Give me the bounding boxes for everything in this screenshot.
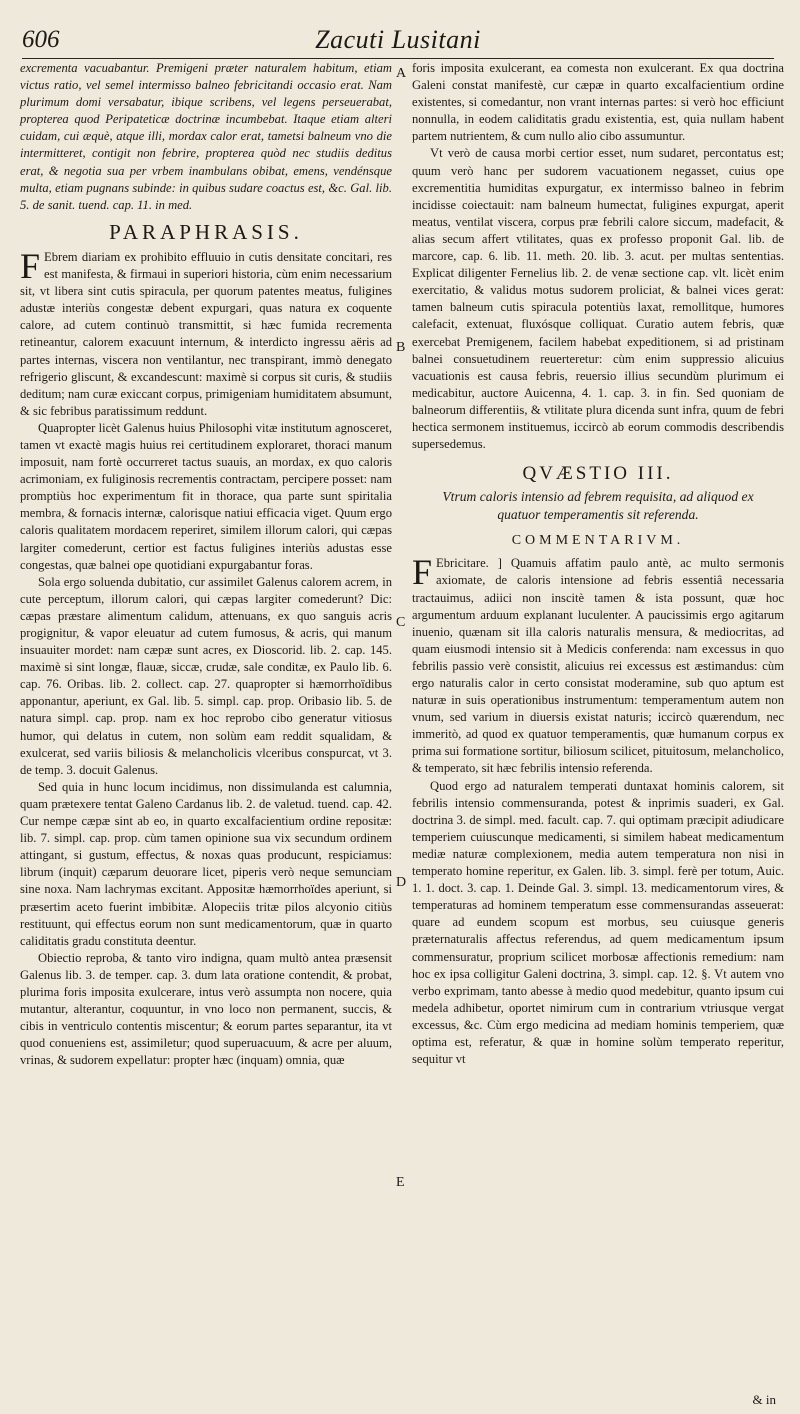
paraphrasis-heading: PARAPHRASIS.	[109, 219, 303, 244]
margin-letter-e: E	[396, 1175, 405, 1190]
drop-cap-f: F	[20, 245, 41, 286]
margin-letter-b: B	[396, 340, 406, 355]
paraphrasis-paragraph-5: Obiectio reproba, & tanto viro indigna, quam multò antea præsensit Galenus lib. 3. de temper. cap. 3. dum lata oratione contendit, & probat, plurima foris imposita exulcerare, intus verò assumpta non nocere, quia mutantur, alterantur, coquuntur, in vno loco non permanent, succis, & cibis in ventriculo contentis miscentur; & eorum partes separantur, ita vt quod conueniens est, assimiletur; quod superuacuum, & acre per aluum, vrinas, & sudorem expellatur: propter hæc (inquam) omnia, quæ	[20, 950, 392, 1068]
quaestio-heading: QVÆSTIO III.	[522, 463, 674, 485]
commentarium-heading: COMMENTARIVM.	[511, 533, 685, 549]
commentarium-paragraph-2: Quod ergo ad naturalem temperati duntaxat hominis calorem, sit febrilis intensio commensuranda, potest & inprimis suaderi, ex Gal. doctrina 3. de simpl. med. facult. cap. 7. qui optimam præcipit adiudicare temperiem cuiuscunque medicamenti, si similem habeat medicamentum mediæ naturæ complexionem, media autem temperatura non nisi in temperato homine reperitur, ex Galen. lib. 3. simpl. ferè per totum, Auic. 1. 1. doct. 3. cap. 1. Deinde Gal. 3. simpl. 13. medicamentorum vires, & temperaturas ad hominem temperatum esse commensurandas asseuerat: quare ad eundem scopum est morbus, seu cuiusque generis præternaturalis affectus referendus, ad quem medicamentum ipsum commensuratur, proprium scilicet morbosæ affectionis remedium: nam hoc ex ipsa colligitur Galeni doctrina, 3. simpl. cap. 12. §. Vt autem vno verbo exprimam, tanto abesse à medio quod medebitur, quanto ipsum cui medela adhibetur, oportet nimirum cum in contrarium vtriusque vergat excessus, &c. Cùm ergo medicina ad mediam hominis temperiem, quæ optima est, referatur, & quæ in homine solùm temperato reperitur, sequitur vt	[412, 778, 784, 1067]
commentarium-paragraph-1-text: Ebricitare. ] Quamuis affatim paulo antè, ac multo sermonis axiomate, de caloris intensione ad febris essentiâ necessaria tractauimus, adiici non inscitè tamen & ista possunt, quæ hoc argumentum arduum explanant luculenter. A paucissimis ergo agitarum inuenio, quænam sit illa caloris naturalis mensura, & mediocritas, ad quam eiusmodi intensio sit à Medicis conferenda: nam excessus in quo febrilis passio verè consistit, alicuius rei excessus est æstimandus: cùm ergo naturalis calor in certo consistat moderamine, sub quo aptum est naturæ in suis operationibus instrumentum: temperamentum autem non vnum, sed varium in diuersis existat naturis; iccircò quærendum, nec immeritò, ad quod ex quatuor temperamentis, quæ humanum corpus ex prima sui formatione sortitur, biliosum scilicet, pituitosum, melancholico, & temperato, sit hæc febrilis intensio referenda.	[412, 556, 784, 776]
left-column	[20, 60, 392, 1069]
margin-letter-c: C	[396, 615, 406, 630]
paraphrasis-paragraph-1-text: Ebrem diariam ex prohibito effluuio in cutis densitate concitari, res est manifesta, & firmaui in superiori historia, cùm enim necessarium sit, vt libera sint cutis spiracula, per quorum patentes meatus, fuligines adustæ interiùs congestæ debent expurgari, quas natura ex coquente calore, ad cutem continuò transmittit, si hæc fumida recrementa retineantur, calorem exacuunt internum, & interdicto ingressu aëris ad partes internas, viscera non ventilantur, nec transpirant, immò denegato refrigerio gliscunt, & excandescunt: maximè si corpus sit curis, & studiis deditum; nam curæ exiccant corpus, primigeniam humiditatem absumunt, & sic febribus paratissimum reddunt.	[20, 249, 392, 418]
left-opening-paragraph: excrementa vacuabantur. Premigeni præter naturalem habitum, etiam victus ratio, vel semel intermisso balneo febricitandi occasio erat. Nam plurimum domi versabatur, ibique scribens, vel legens perseuerabat, propterea quod Peripateticæ doctrinæ incumbebat. Itaque etiam alteri cuidam, cui æquè, atque illi, mordax calor erat, tametsi balneum vno die intermitteret, contigit non febrire, propterea quòd nec studiis deditus erat, & negotia sua per vrbem inambulans obibat, emens, vendénsque multa, etiam pugnans subinde: in quibus sudare coactus est, &c. Gal. lib. 5. de sanit. tuend. cap. 11. in med.	[20, 61, 392, 212]
commentarium-paragraph-1	[412, 552, 784, 777]
paraphrasis-paragraph-2: Quapropter licèt Galenus huius Philosophi vitæ institutum agnosceret, tamen vt exactè magis huius rei certitudinem exploraret, thoraci manum imposuit, nam fortè occurreret tactus suauis, an mordax, ex quo caloris acrimoniam, ex fuliginosis recrementis contractam, percipere posset: nam promptiùs hoc experimentum fit in thorace, qua parte sunt spiritalia membra, & fornacis internæ, calorisque natiui efficacia viget. Quum ergo caloris qualitatem mordacem reperiret, similem illorum calori, qui cæpas largiter comederunt, certior est factus fuligines interiùs adustas esse congestas, quæ balnei ope quotidiani expurgabantur foras.	[20, 420, 392, 572]
paraphrasis-paragraph-4: Sed quia in hunc locum incidimus, non dissimulanda est calumnia, quam prætexere tentat Galeno Cardanus lib. 2. de valetud. tuend. cap. 42. Cur nempe cæpæ sint ab eo, in quarto excalfacientium ordine repositæ: lib. 7. simpl. cap. prop. cùm tamen opinione sua vix secundum ordinem attingant, si gustum, effectus, & noxas quas producunt, respiciamus: librum (inquit) cæparum deuorare licet, piperis verò neque semunciam sine noxa. Nam lachrymas excitant. Appositæ hæmorrhoïdes aperiunt, si præsertim aceto fuerint imbibitæ. Alopeciis tritæ pilos alcyonio citiùs restituunt, qui effectus eorum non sunt medicamentorum, quæ in quarto caliditatis gradu constituta deentur.	[20, 779, 392, 948]
right-column	[412, 60, 784, 1068]
paraphrasis-paragraph-1	[20, 245, 392, 420]
drop-cap-f-2: F	[412, 552, 433, 593]
margin-letter-a: A	[396, 66, 407, 81]
margin-letter-d: D	[396, 875, 407, 890]
right-paragraph-2: Vt verò de causa morbi certior esset, num sudaret, percontatus est; quum verò hanc per sudorem vacuationem negasset, cuius ope excrementitia humiditas expurgatur, ex intermisso balneo in febrim incidisse coiectauit: nam balneum humectat, fuligines expurgat, aperit meatus, ventilat viscera, corpus præ febrili calore siccum, madefacit, & alias secum affert vtilitates, quas ex professo proponit Gal. lib. de marcore, cap. 6. lib. 11. meth. 20. lib. 3. acut. per multas sententias. Explicat diligenter Fernelius lib. 2. de venæ sectione cap. vlt. licèt enim exercitatio, & validus motus sudorem proliciat, & balnei vices gerat: tamen balneum cutis spiracula potentiùs laxat, remollitque, humores calefacit, extenuat, fluxósque colliquat. Curatio autem febris, quæ exercebat Premigenem, facilem habebat expeditionem, si ad pristinam balnei consuetudinem reuerteretur: cùm enim suppressio alicuius vacuationis est causa febris, reuersio illius secundùm plurimum ei medicabitur, auctore Auicenna, 4. 1. cap. 3. in fin. Sed quoniam de balneorum differentiis, & vtilitate plura dicenda sunt infra, quum de febri hectica sermonem instituemus, iccircò ab eorum commodis describendis supersedemus.	[412, 146, 784, 452]
catchword: & in	[752, 1392, 776, 1407]
running-title: Zacuti Lusitani	[315, 25, 481, 54]
quaestio-title: Vtrum caloris intensio ad febrem requisita, ad aliquod ex quatuor temperamentis sit referenda.	[442, 489, 754, 523]
page-number: 606	[22, 26, 60, 53]
page-header	[22, 24, 774, 59]
right-paragraph-1: foris imposita exulcerant, ea comesta non exulcerant. Ex qua doctrina Galeni constat manifestè, cur cæpæ in quarto excalfacientium ordine existentes, si comedantur, non vrant internas partes: si verò hoc efficiunt nonnulla, in eodem caliditatis gradu existentia, est, quia nullam habent partem nutrientem, & cum nullo alio cibo assumuntur.	[412, 61, 784, 144]
paraphrasis-paragraph-3: Sola ergo soluenda dubitatio, cur assimilet Galenus calorem acrem, in cute perceptum, illorum calori, qui cæpas largiter comederunt? Dic: cæpas præstare alimentum calidum, attenuans, ex quo sanguis acris progignitur, & vapor eleuatur ad cutem fumosus, & acris, qui manum insuauiter mordet: nam cæpæ sunt acres, ex Dioscorid. lib. 2. cap. 145. maximè si sint longæ, flauæ, siccæ, crudæ, sale conditæ, ex Paulo lib. 6. cap. 76. Oribas. lib. 2. collect. cap. 27. quapropter si hæmorrhoïdibus apponantur, aperiunt, ex Gal. lib. 5. simpl. cap. prop. Oribasio lib. 5. de natura simpl. cap. prop. nam ex hoc reprobo cibo generatur vitiosus humor, qui delatus in cutem, non solùm eam reddit squalidam, & exulcerat, sed variis biliosis & melancholicis vlceribus conspurcat, vt 3. de temp. 3. docuit Galenus.	[20, 574, 392, 777]
